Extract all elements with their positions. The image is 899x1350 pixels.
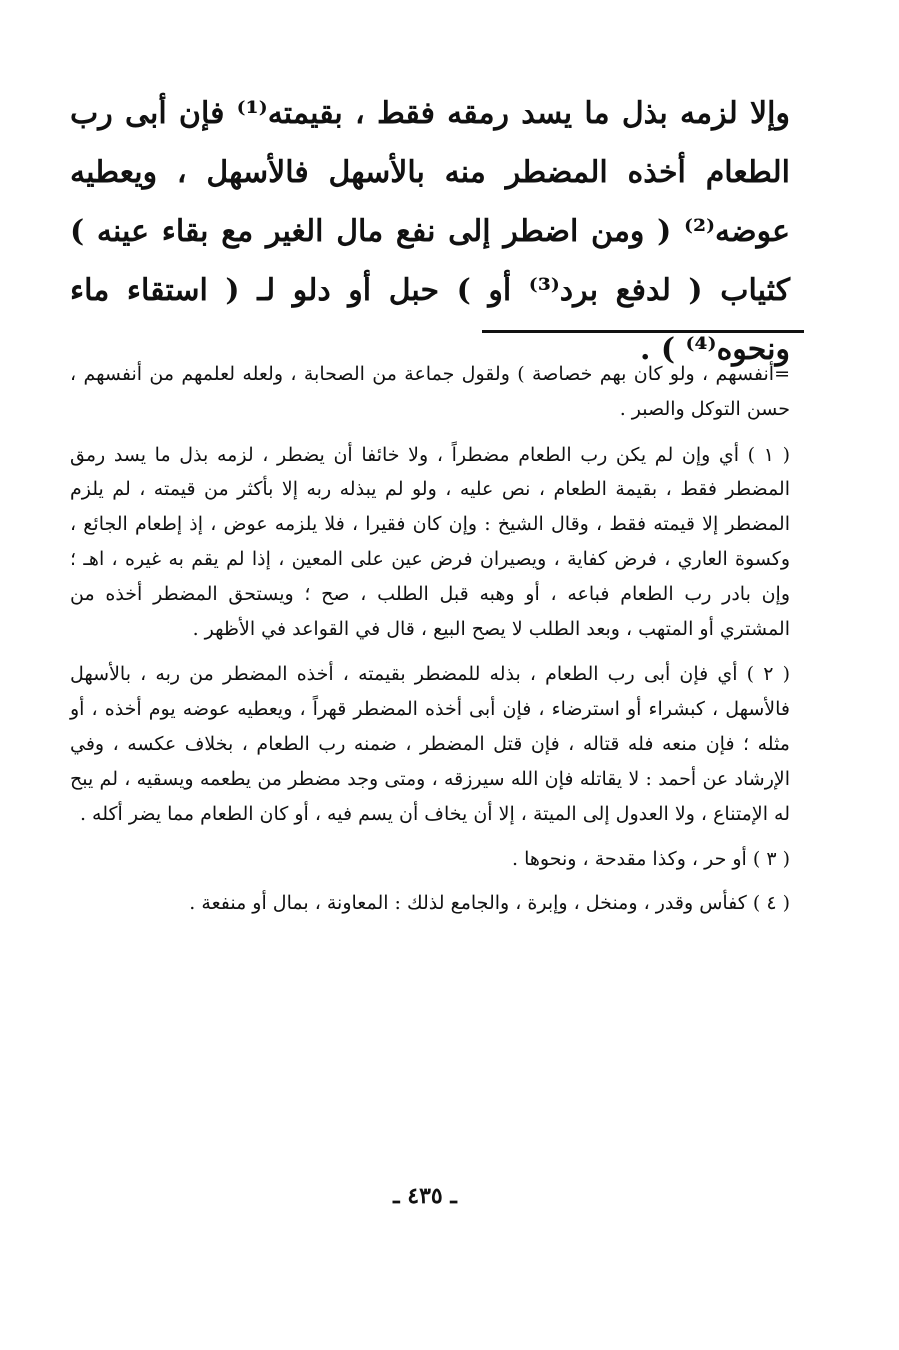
main-text-block [70,84,790,379]
footnote-2: ( ٢ ) أي فإن أبى رب الطعام ، بذله للمضطر بقيمته ، أخذه المضطر من ربه ، بالأسهل فالأسهل ، كبشراء أو استرضاء ، فإن أبى أخذه المضطر قهراً ، ويعطيه عوضه يوم أخذه ، أو مثله ؛ فإن منعه فله قتاله ، فإن قتل المضطر ، ضمنه رب الطعام ، بخلاف عكسه ، وفي الإرشاد عن أحمد : لا يقاتله فإن الله سيرزقه ، ومتى وجد مضطر من يطعمه ويسقيه ، لم يبح له الإمتناع ، ولا العدول إلى الميتة ، إلا أن يخاف أن يسم فيه ، أو كان الطعام مما يضر أكله . [70,663,791,825]
footnote-1: ( ١ ) أي وإن لم يكن رب الطعام مضطراً ، ولا خائفا أن يضطر ، لزمه بذل ما يسد رمق المضطر فقط ، بقيمة الطعام ، نص عليه ، ولو لم يبذله ربه إلا بأكثر من قيمته ، لم يلزم المضطر إلا قيمته فقط ، وقال الشيخ : وإن كان فقيرا ، فلا يلزمه عوض ، إذ إطعام الجائع ، وكسوة العاري ، فرض كفاية ، ويصيران فرض عين على المعين ، إذا لم يقم به غيره ، اهـ ؛ وإن بادر رب الطعام فباعه ، أو وهبه قبل الطلب ، صح ؛ ويستحق المضطر أخذه من المشتري أو المتهب ، وبعد الطلب لا يصح البيع ، قال في القواعد في الأظهر . [70,443,790,640]
page-number: ـ ٤٣٥ ـ [393,1183,457,1209]
main-paragraph: وإلا لزمه بذل ما يسد رمقه فقط ، بقيمته⁽¹⁾ فإن أبى رب الطعام أخذه المضطر منه بالأسهل فالأسهل ، ويعطيه عوضه⁽²⁾ ( ومن اضطر إلى نفع مال الغير مع بقاء عينه ) كثياب ( لدفع برد⁽³⁾ أو ) حبل أو دلو لـ ( استقاء ماء ونحوه⁽⁴⁾ ) . [70,96,790,367]
footnote-divider [482,330,804,333]
footnote-3: ( ٣ ) أو حر ، وكذا مقدحة ، ونحوها . [512,848,790,871]
footnote-4: ( ٤ ) كفأس وقدر ، ومنخل ، وإبرة ، والجامع لذلك : المعاونة ، بمال أو منفعة . [189,892,790,915]
footnote-continuation: =أنفسهم ، ولو كان بهم خصاصة ) ولقول جماعة من الصحابة ، ولعله لعلمهم من أنفسهم ، حسن التوكل والصبر . [70,363,790,420]
footnotes-section [70,357,790,932]
